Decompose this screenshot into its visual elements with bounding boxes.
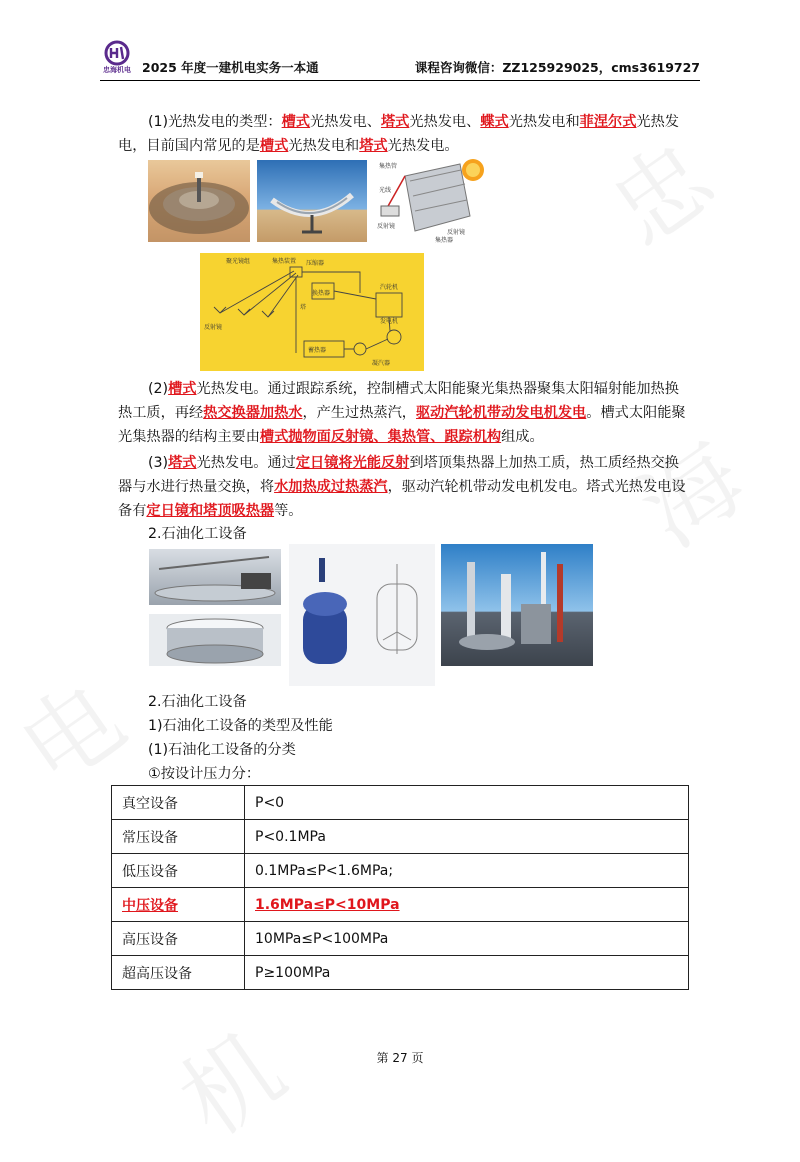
text: 光热发电和: [508, 114, 580, 130]
paragraph-trough: [118, 377, 686, 449]
text: (3): [148, 455, 169, 471]
diagram-trough-collector: [375, 156, 485, 248]
section-heading-repeat: 2.石油化工设备: [148, 694, 247, 710]
text: 。槽式太阳能聚光集热器的结构主要由: [118, 405, 686, 445]
label: 光线: [379, 187, 392, 194]
dish-illustration: [257, 160, 367, 242]
header-title: 2025 年度一建机电实务一本通: [142, 60, 319, 75]
equipment-class: 超高压设备: [112, 956, 245, 990]
highlight: 定日镜将光能反射: [295, 455, 410, 471]
tower-plant-illustration: [148, 160, 250, 242]
photo-tower-plant: [148, 160, 250, 242]
text: 到塔顶集热器上加热工质，热工质经热交换器与水进行热量交换，将: [118, 455, 679, 495]
table-row-highlighted: [112, 888, 689, 922]
text: 光热发电。通过跟踪系统，控制槽式太阳能聚光集热器聚集太阳辐射能加热换热工质，再经: [118, 381, 679, 421]
text: 光热发电。通过: [196, 455, 296, 471]
equipment-class: 高压设备: [112, 922, 245, 956]
pressure-range: 0.1MPa≤P<1.6MPa;: [245, 854, 689, 888]
page-number: 第 27 页: [376, 1051, 424, 1065]
pressure-range: 1.6MPa≤P<10MPa: [245, 888, 689, 922]
highlight: 塔式: [168, 455, 197, 471]
label: 反射镜: [447, 229, 466, 236]
tank-construction-illustration: [149, 549, 281, 605]
label: 集热器: [435, 237, 454, 244]
highlight: 槽式抛物面反射镜、集热管、跟踪机构: [259, 429, 502, 445]
highlight: 菲涅尔式: [579, 114, 637, 130]
label: 凝汽器: [372, 360, 391, 367]
table-row: [112, 956, 689, 990]
equipment-class: 常压设备: [112, 820, 245, 854]
tower-system-diagram: [200, 253, 424, 371]
text: (2): [148, 381, 169, 397]
label: 汽轮机: [380, 284, 399, 291]
equipment-class: 真空设备: [112, 786, 245, 820]
photo-tank-construction: [149, 549, 281, 605]
highlight: 驱动汽轮机带动发电机发电: [415, 405, 587, 421]
pressure-range: P≥100MPa: [245, 956, 689, 990]
table-row: [112, 786, 689, 820]
text: 光热发电，目前国内常见的是: [118, 114, 679, 154]
highlight: 水加热成过热蒸汽: [274, 479, 388, 495]
trough-diagram: [375, 156, 485, 248]
text: 光热发电、: [409, 114, 481, 130]
label: 蓄热器: [308, 347, 327, 354]
logo-text: 忠海机电: [103, 66, 131, 74]
label: 集热装置: [272, 258, 297, 265]
equipment-class: 低压设备: [112, 854, 245, 888]
paragraph-types: [118, 110, 686, 158]
text: 光热发电和: [288, 138, 360, 154]
pressure-range: P<0: [245, 786, 689, 820]
page-header: [100, 38, 700, 81]
text: 等。: [274, 503, 303, 519]
pressure-classification-table: [111, 785, 689, 990]
pressure-range: 10MPa≤P<100MPa: [245, 922, 689, 956]
pressure-range: P<0.1MPa: [245, 820, 689, 854]
photo-dish-collector: [257, 160, 367, 242]
highlight: 槽式: [168, 381, 197, 397]
label: 塔: [300, 304, 307, 311]
logo-icon: [100, 40, 134, 76]
text: ，产生过热蒸汽，: [302, 405, 416, 421]
header-contact: 课程咨询微信：ZZ125929025，cms3619727: [414, 60, 700, 75]
highlight: 定日镜和塔顶吸热器: [146, 503, 275, 519]
label: 反射镜: [204, 324, 223, 331]
table-row: [112, 820, 689, 854]
table-row: [112, 922, 689, 956]
section-heading: 2.石油化工设备: [148, 526, 247, 542]
highlight: 槽式: [281, 114, 310, 130]
reactor-illustration: [289, 544, 435, 686]
subheading-classification: (1)石油化工设备的分类: [148, 742, 296, 758]
label: 反射镜: [377, 223, 396, 230]
text: (1)光热发电的类型：: [148, 114, 282, 130]
subheading-types: 1)石油化工设备的类型及性能: [148, 718, 333, 734]
photo-refinery: [441, 544, 593, 666]
text: ，驱动汽轮机带动发电机发电。塔式光热发电设备有: [118, 479, 686, 519]
label: 换热器: [312, 290, 331, 297]
label: 聚光镜组: [226, 258, 251, 265]
paragraph-tower: [118, 451, 686, 523]
highlight: 塔式: [359, 138, 388, 154]
highlight: 塔式: [380, 114, 410, 130]
label: 发电机: [380, 318, 399, 325]
label: 集热管: [379, 163, 398, 170]
label: 压缩器: [306, 260, 325, 267]
highlight: 槽式: [259, 138, 289, 154]
highlight: 热交换器加热水: [203, 405, 303, 421]
photo-reactor: [289, 544, 435, 686]
diagram-tower-system: [200, 253, 424, 371]
subheading-by-pressure: ①按设计压力分：: [148, 766, 261, 782]
highlight: 蝶式: [480, 114, 509, 130]
equipment-class: 中压设备: [112, 888, 245, 922]
table-row: [112, 854, 689, 888]
text: 光热发电、: [310, 114, 381, 130]
text: 组成。: [501, 429, 544, 445]
photo-storage-tank: [149, 614, 281, 666]
refinery-illustration: [441, 544, 593, 666]
text: 光热发电。: [387, 138, 459, 154]
storage-tank-illustration: [149, 614, 281, 666]
watermark-char: [149, 995, 306, 1162]
